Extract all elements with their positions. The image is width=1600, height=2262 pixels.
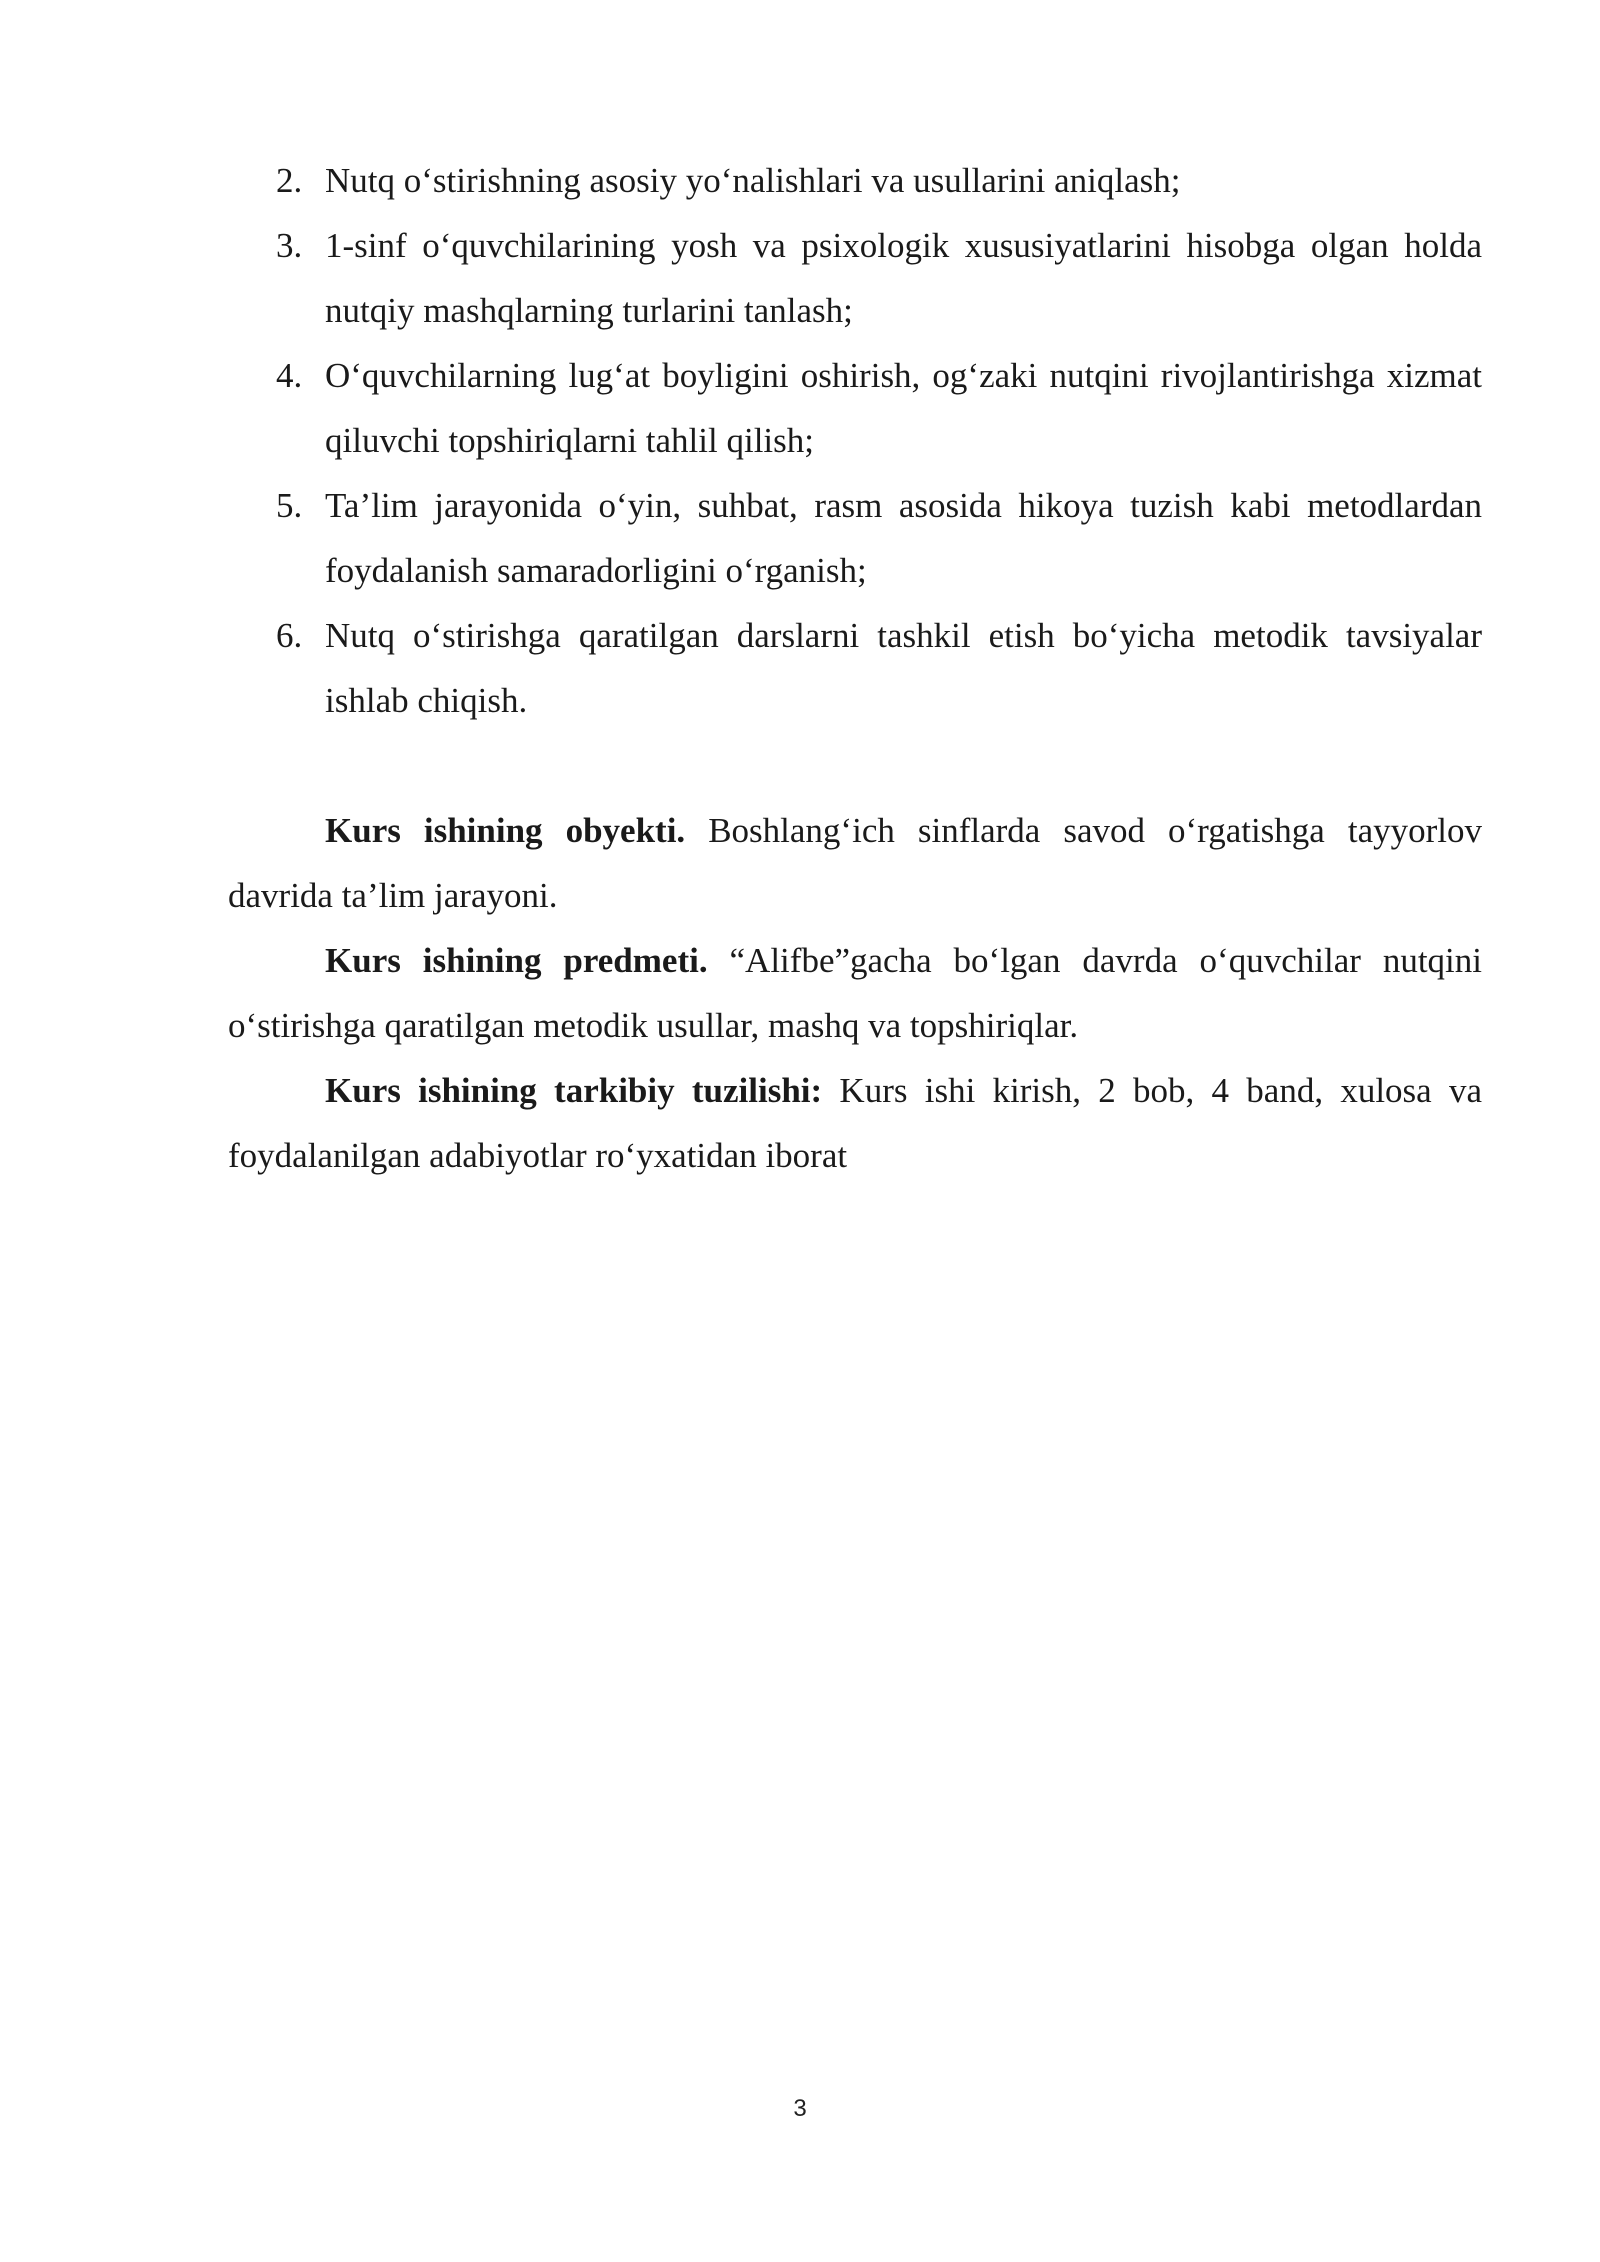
subject-label: Kurs ishining predmeti. xyxy=(325,941,708,980)
subject-text: “Alifbe”gacha bo‘lgan davrda o‘quvchilar nutqini o‘stirishga qaratilgan metodik usullar, mashq va topshiriqlar. xyxy=(228,941,1482,1045)
object-text: Boshlang‘ich sinflarda savod o‘rgatishga tayyorlov davrida ta’lim jarayoni. xyxy=(228,811,1482,915)
list-item-number: 5. xyxy=(276,486,303,525)
structure-text: Kurs ishi kirish, 2 bob, 4 band, xulosa va foydalanilgan adabiyotlar ro‘yxatidan iborat xyxy=(228,1071,1483,1175)
list-item-text: Nutq o‘stirishga qaratilgan darslarni tashkil etish bo‘yicha metodik tavsiyalar ishlab chiqish. xyxy=(325,616,1482,720)
page-number: 3 xyxy=(793,2095,807,2122)
list-item xyxy=(228,343,1482,473)
object-label: Kurs ishining obyekti. xyxy=(325,811,686,850)
paragraph-spacer xyxy=(228,733,1482,798)
list-item xyxy=(228,148,1482,213)
page-content xyxy=(228,148,1482,1188)
list-item-number: 3. xyxy=(276,226,303,265)
object-paragraph xyxy=(228,798,1482,928)
list-item-text: 1-sinf o‘quvchilarining yosh va psixologik xususiyatlarini hisobga olgan holda nutqiy mashqlarning turlarini tanlash; xyxy=(325,226,1482,330)
objectives-list xyxy=(228,148,1482,733)
list-item-number: 2. xyxy=(276,161,303,200)
list-item xyxy=(228,213,1482,343)
structure-paragraph xyxy=(228,1058,1482,1188)
list-item-number: 6. xyxy=(276,616,303,655)
subject-paragraph xyxy=(228,928,1482,1058)
list-item-text: Nutq o‘stirishning asosiy yo‘nalishlari va usullarini aniqlash; xyxy=(325,161,1181,200)
list-item-number: 4. xyxy=(276,356,303,395)
list-item-text: Ta’lim jarayonida o‘yin, suhbat, rasm asosida hikoya tuzish kabi metodlardan foydalanish samaradorligini o‘rganish; xyxy=(325,486,1482,590)
list-item xyxy=(228,473,1482,603)
list-item-text: O‘quvchilarning lug‘at boyligini oshirish, og‘zaki nutqini rivojlantirishga xizmat qiluvchi topshiriqlarni tahlil qilish; xyxy=(325,356,1482,460)
list-item xyxy=(228,603,1482,733)
structure-label: Kurs ishining tarkibiy tuzilishi: xyxy=(325,1071,823,1110)
